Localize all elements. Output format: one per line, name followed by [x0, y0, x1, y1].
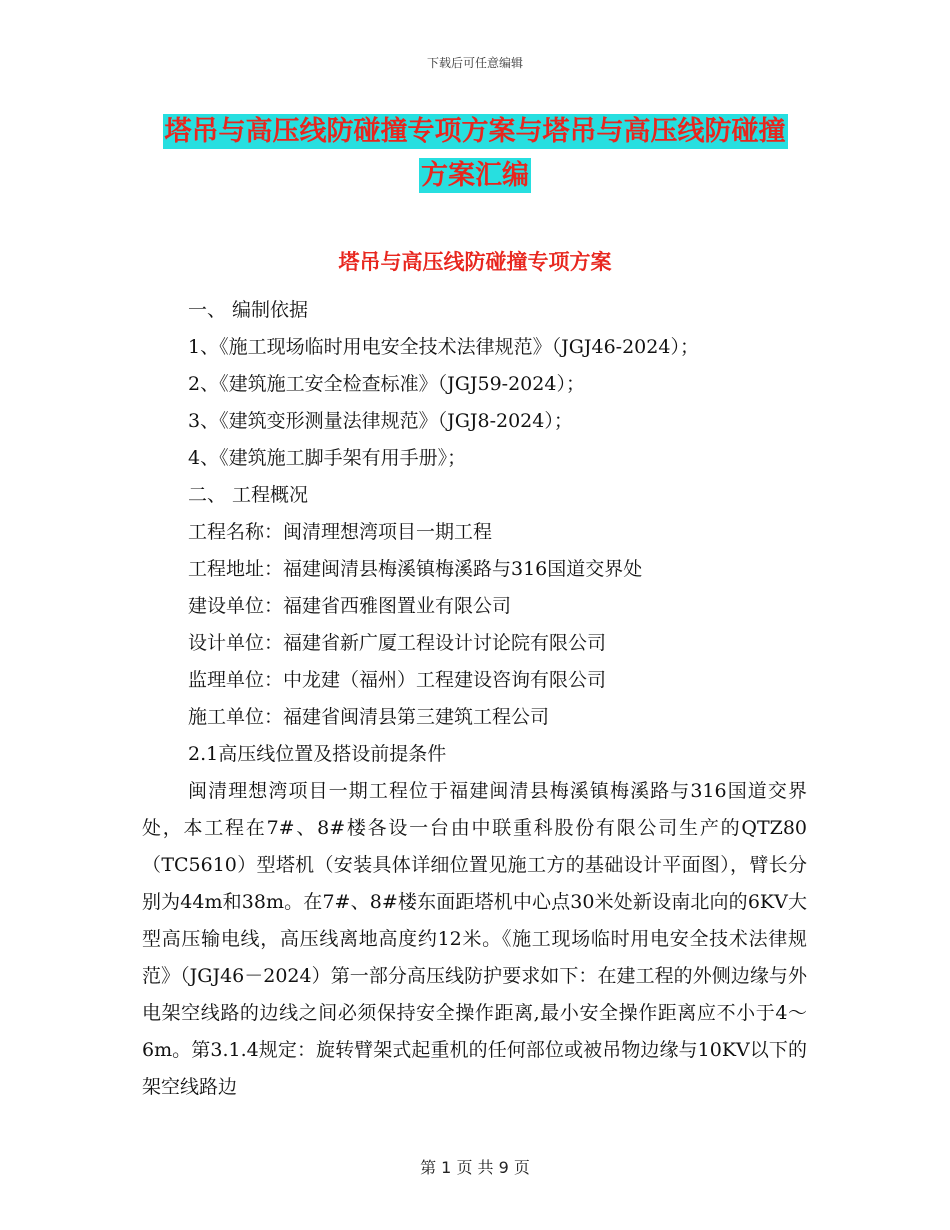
project-name: 工程名称：闽清理想湾项目一期工程: [188, 521, 493, 543]
construction-unit: 施工单位：福建省闽清县第三建筑工程公司: [188, 706, 550, 728]
page-footer: 第 1 页 共 9 页: [420, 1158, 530, 1177]
title-line-2: 方案汇编: [421, 160, 529, 191]
project-address: 工程地址：福建闽清县梅溪镇梅溪路与316国道交界处: [188, 558, 643, 580]
design-unit: 设计单位：福建省新广厦工程设计讨论院有限公司: [188, 632, 607, 654]
title-line-1: 塔吊与高压线防碰撞专项方案与塔吊与高压线防碰撞: [164, 116, 786, 147]
subsection-heading: 2.1高压线位置及搭设前提条件: [188, 743, 447, 765]
section-title: 塔吊与高压线防碰撞专项方案: [338, 250, 612, 274]
supervision-unit: 监理单位：中龙建（福州）工程建设咨询有限公司: [188, 669, 607, 691]
body-paragraph: 闽清理想湾项目一期工程位于福建闽清县梅溪镇梅溪路与316国道交界处，本工程在7#、8#楼各设一台由中联重科股份有限公司生产的QTZ80（TC5610）型塔机（安装具体详细位置见施工方的基础设计平面图），臂长分别为44m和38m。在7#、8#楼东面距塔机中心点30米处新设南北向的6KV大型高压输电线，高压线离地高度约12米。《施工现场临时用电安全技术法律规范》（JGJ46－2024）第一部分高压线防护要求如下：在建工程的外侧边缘与外电架空线路的边线之间必须保持安全操作距离,最小安全操作距离应不小于4～6m。第3.1.4规定：旋转臂架式起重机的任何部位或被吊物边缘与10KV以下的架空线路边: [142, 780, 807, 1098]
basis-item-3: 3、《建筑变形测量法律规范》（JGJ8-2024）；: [188, 410, 573, 432]
document-title: [140, 110, 810, 198]
document-body: [142, 292, 807, 1106]
builder-unit: 建设单位：福建省西雅图置业有限公司: [188, 595, 512, 617]
header-note: 下载后可任意编辑: [426, 56, 523, 70]
heading-basis: 一、 编制依据: [188, 299, 309, 321]
heading-overview: 二、 工程概况: [188, 484, 309, 506]
basis-item-4: 4、《建筑施工脚手架有用手册》；: [188, 447, 467, 469]
basis-item-1: 1、《施工现场临时用电安全技术法律规范》（JGJ46-2024）；: [188, 336, 699, 358]
basis-item-2: 2、《建筑施工安全检查标准》（JGJ59-2024）；: [188, 373, 585, 395]
